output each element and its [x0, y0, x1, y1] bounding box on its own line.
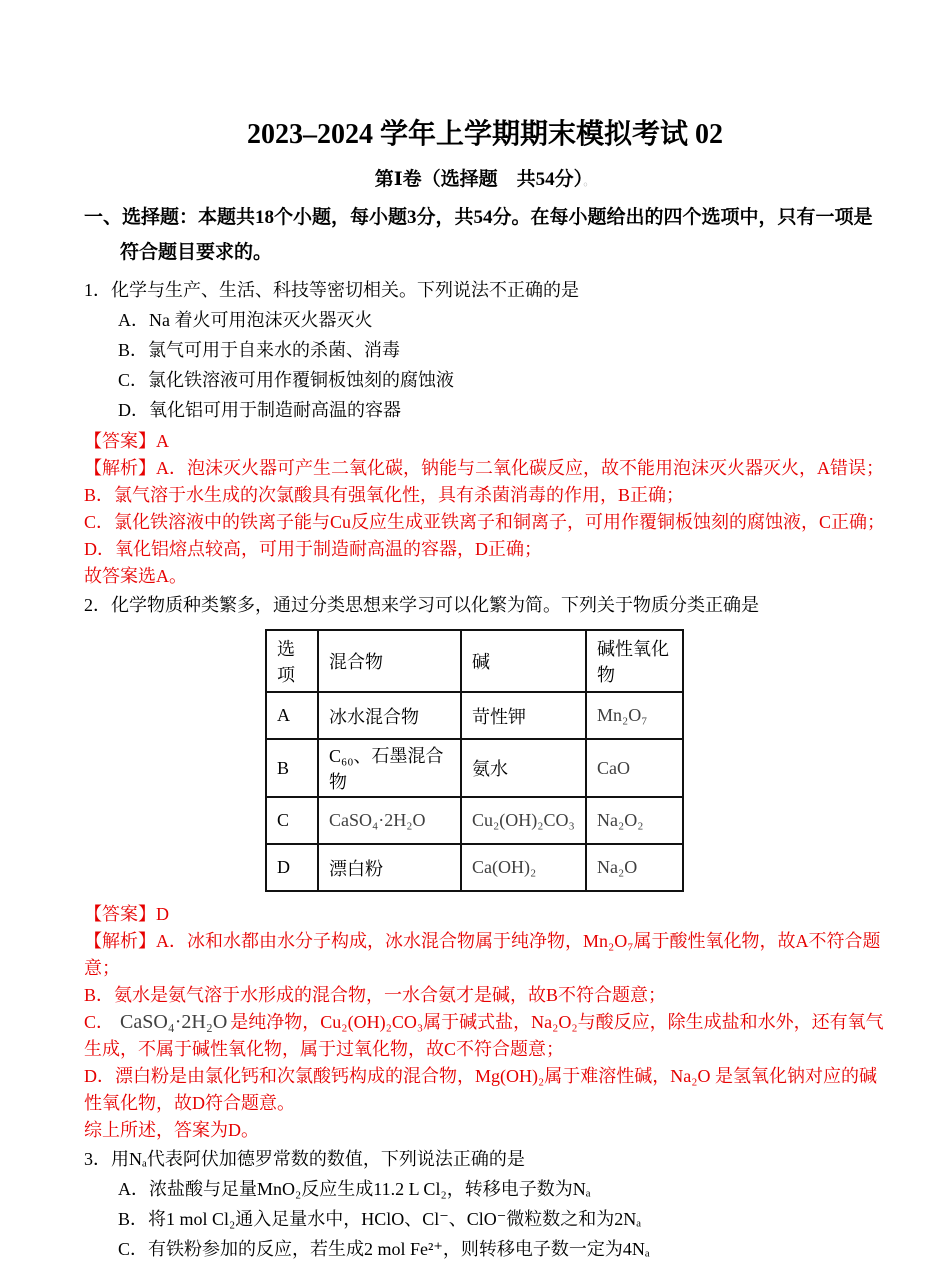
- table-row: [266, 739, 683, 797]
- analysis-c-text: 是纯净物，Cu₂(OH)₂CO₃属于碱式盐，Na₂O₂与酸反应，除生成盐和水外，还有氧气生成，不属于碱性氧化物，属于过氧化物，故C不符合题意；: [84, 1012, 884, 1059]
- row-b-basic-oxide: CaO: [586, 739, 683, 797]
- exam-title: 2023–2024 学年上学期期末模拟考试 02: [246, 119, 723, 150]
- header-mixture-column: 混合物: [318, 630, 461, 692]
- question-1: [84, 275, 886, 590]
- classification-table: [265, 629, 684, 892]
- row-d-label: D: [266, 844, 318, 891]
- question-3-option-b: B．将1 mol Cl₂通入足量水中，HClO、Cl⁻、ClO⁻微粒数之和为2Nₐ: [118, 1209, 642, 1229]
- row-c-basic-oxide: Na₂O₂: [586, 797, 683, 844]
- question-1-analysis-line-3: C．氯化铁溶液中的铁离子能与Cu反应生成亚铁离子和铜离子，可用作覆铜板蚀刻的腐蚀液，C正确；: [84, 512, 886, 532]
- row-a-label: A: [266, 692, 318, 739]
- table-row: [266, 844, 683, 891]
- paragraph-mark: 。: [583, 174, 596, 189]
- question-2-analysis-conclusion: 综上所述，答案为D。: [84, 1120, 259, 1140]
- row-a-basic-oxide: Mn₂O₇: [586, 692, 683, 739]
- row-c-label: C: [266, 797, 318, 844]
- row-c-mixture: CaSO₄·2H₂O: [318, 797, 461, 844]
- row-d-basic-oxide: Na₂O: [586, 844, 683, 891]
- row-d-base: Ca(OH)₂: [461, 844, 586, 891]
- question-1-analysis-line-4: D．氧化铝熔点较高，可用于制造耐高温的容器，D正确；: [84, 539, 542, 559]
- row-b-mixture: C₆₀、石墨混合物: [318, 739, 461, 797]
- question-1-analysis-line-1: 【解析】A．泡沫灭火器可产生二氧化碳，钠能与二氧化碳反应，故不能用泡沫灭火器灭火，A错误；: [84, 458, 884, 478]
- question-3-option-c: C．有铁粉参加的反应，若生成2 mol Fe²⁺，则转移电子数一定为4Nₐ: [118, 1239, 650, 1259]
- question-2-analysis-line-b: B．氨水是氨气溶于水形成的混合物，一水合氨才是碱，故B不符合题意；: [84, 985, 667, 1005]
- table-row: [266, 692, 683, 739]
- table-row: [266, 797, 683, 844]
- row-c-base: Cu₂(OH)₂CO₃: [461, 797, 586, 844]
- question-1-answer: 【答案】A: [84, 431, 169, 451]
- table-header-row: [266, 630, 683, 692]
- row-a-base: 苛性钾: [461, 692, 586, 739]
- row-b-label: B: [266, 739, 318, 797]
- row-d-mixture: 漂白粉: [318, 844, 461, 891]
- section-instruction: 一、选择题：本题共18个小题，每小题3分，共54分。在每小题给出的四个选项中，只有一项是符合题目要求的。: [84, 207, 873, 263]
- question-2-answer: 【答案】D: [84, 904, 169, 924]
- question-2-analysis-line-d: D．漂白粉是由氯化钙和次氯酸钙构成的混合物，Mg(OH)₂属于难溶性碱，Na₂O 是氢氧化钠对应的碱性氧化物，故D符合题意。: [84, 1066, 878, 1113]
- row-a-mixture: 冰水混合物: [318, 692, 461, 739]
- question-1-stem: 1．化学与生产、生活、科技等密切相关。下列说法不正确的是: [84, 280, 579, 300]
- question-2: [84, 590, 886, 1144]
- question-2-stem: 2．化学物质种类繁多，通过分类思想来学习可以化繁为简。下列关于物质分类正确是: [84, 595, 759, 615]
- question-1-option-a: A．Na 着火可用泡沫灭火器灭火: [118, 310, 373, 330]
- question-3-option-a: A．浓盐酸与足量MnO₂反应生成11.2 L Cl₂，转移电子数为Nₐ: [118, 1179, 591, 1199]
- question-2-analysis-line-a: 【解析】A．冰和水都由水分子构成，冰水混合物属于纯净物，Mn₂O₇属于酸性氧化物，故A不符合题意；: [84, 931, 881, 978]
- analysis-c-prefix: C．: [84, 1012, 115, 1032]
- question-1-analysis-conclusion: 故答案选A。: [84, 566, 187, 586]
- question-1-option-b: B．氯气可用于自来水的杀菌、消毒: [118, 340, 401, 360]
- question-1-analysis-line-2: B．氯气溶于水生成的次氯酸具有强氧化性，具有杀菌消毒的作用，B正确；: [84, 485, 685, 505]
- question-1-option-c: C．氯化铁溶液可用作覆铜板蚀刻的腐蚀液: [118, 370, 455, 390]
- header-option-column: 选项: [266, 630, 318, 692]
- question-2-analysis-line-c: [84, 1009, 886, 1063]
- question-3: [84, 1144, 886, 1264]
- question-3-stem: 3．用Nₐ代表阿伏加德罗常数的数值，下列说法正确的是: [84, 1149, 525, 1169]
- volume-heading: [84, 164, 886, 191]
- question-1-option-d: D．氧化铝可用于制造耐高温的容器: [118, 400, 401, 420]
- volume-heading-text: 第Ⅰ卷（选择题 共54分）: [374, 169, 584, 190]
- header-base-column: 碱: [461, 630, 586, 692]
- header-basic-oxide-column: 碱性氧化物: [586, 630, 683, 692]
- gypsum-formula: CaSO₄·2H₂O: [120, 1011, 228, 1033]
- row-b-base: 氨水: [461, 739, 586, 797]
